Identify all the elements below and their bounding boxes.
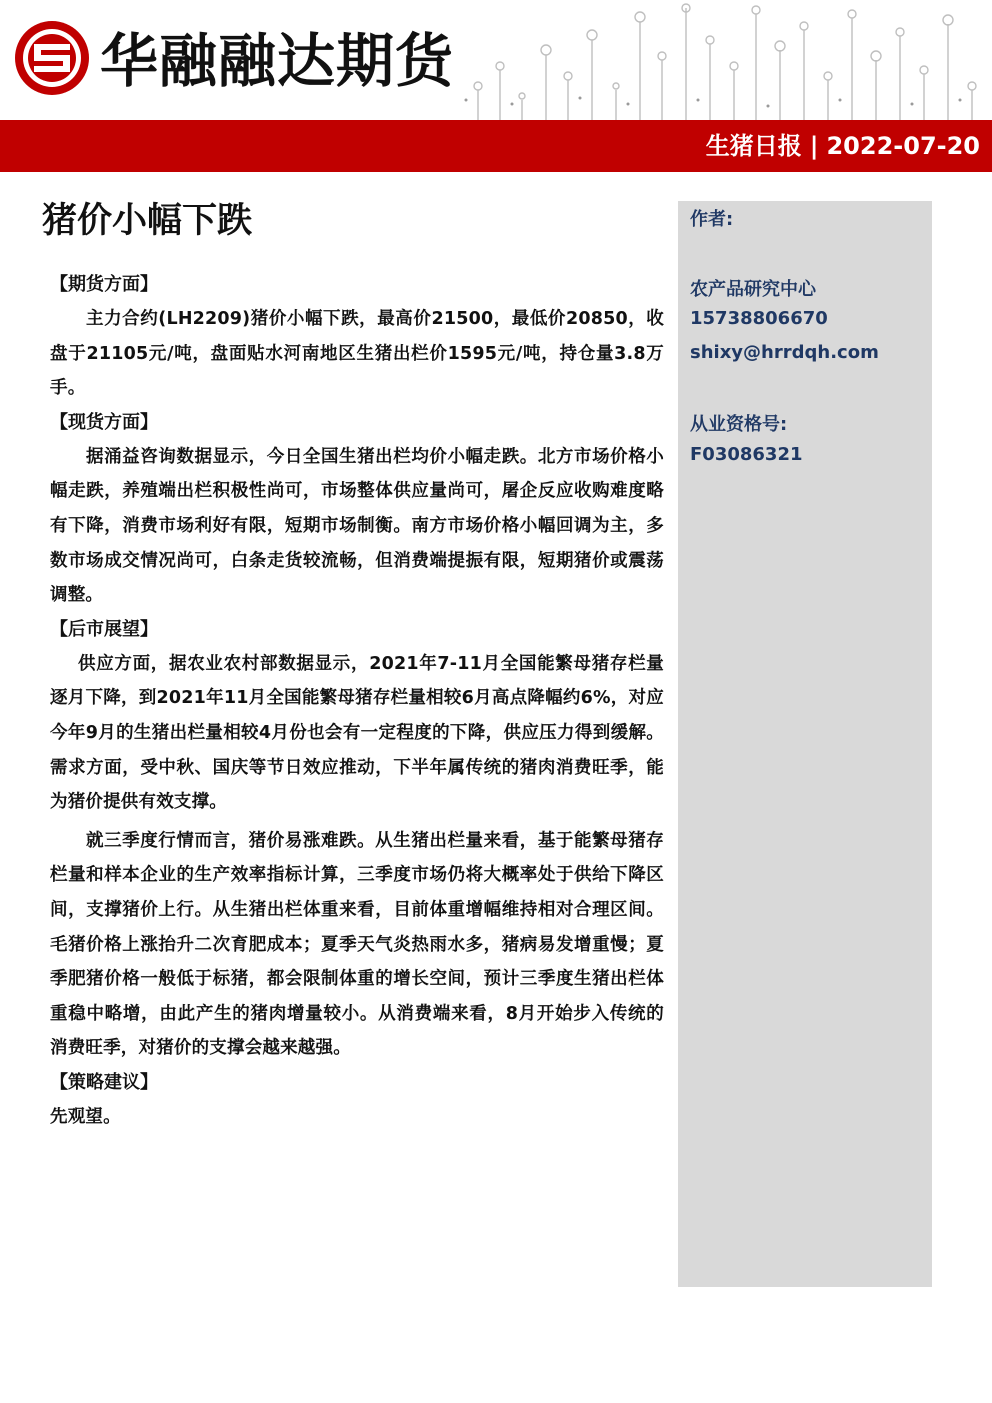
section-heading-futures: 【期货方面】	[50, 274, 158, 295]
article-body	[42, 196, 664, 1134]
license-number: F03086321	[690, 444, 803, 465]
futures-paragraph: 主力合约(LH2209)猪价小幅下跌，最高价21500，最低价20850，收盘于21105元/吨，盘面贴水河南地区生猪出栏价1595元/吨，持仓量3.8万手。	[50, 309, 664, 399]
author-sidebar	[678, 201, 932, 1287]
strategy-paragraph: 先观望。	[50, 1106, 121, 1127]
outlook-paragraph-1: 供应方面，据农业农村部数据显示，2021年7-11月全国能繁母猪存栏量逐月下降，到2021年11月全国能繁母猪存栏量相较6月高点降幅约6%，对应今年9月的生猪出栏量相较4月份也会有一定程度的下降，供应压力得到缓解。需求方面，受中秋、国庆等节日效应推动，下半年属传统的猪肉消费旺季，能为猪价提供有效支撑。	[50, 653, 664, 813]
section-heading-outlook: 【后市展望】	[50, 618, 158, 640]
outlook-paragraph-2: 就三季度行情而言，猪价易涨难跌。从生猪出栏量来看，基于能繁母猪存栏量和样本企业的生产效率指标计算，三季度市场仍将大概率处于供给下降区间，支撑猪价上行。从生猪出栏体重来看，目前体重增幅维持相对合理区间。毛猪价格上涨抬升二次育肥成本；夏季天气炎热雨水多，猪病易发增重慢；夏季肥猪价格一般低于标猪，都会限制体重的增长空间，预计三季度生猪出栏体重稳中略增，由此产生的猪肉增量较小。从消费端来看，8月开始步入传统的消费旺季，对猪价的支撑会越来越强。	[50, 830, 664, 1059]
author-label: 作者:	[690, 209, 734, 230]
section-heading-spot: 【现货方面】	[50, 411, 158, 433]
author-department: 农产品研究中心	[690, 279, 816, 300]
license-label: 从业资格号:	[690, 414, 788, 435]
article-title: 猪价小幅下跌	[42, 201, 253, 241]
brand-name: 华融融达期货	[100, 27, 455, 95]
author-phone: 15738806670	[690, 308, 828, 329]
section-heading-strategy: 【策略建议】	[50, 1071, 158, 1093]
report-header	[0, 0, 992, 172]
report-separator: |	[809, 132, 819, 160]
report-tag	[706, 131, 980, 161]
report-type: 生猪日报	[705, 132, 802, 160]
author-email: shixy@hrrdqh.com	[690, 342, 879, 363]
spot-paragraph: 据涌益咨询数据显示，今日全国生猪出栏均价小幅走跌。北方市场价格小幅走跌，养殖端出栏积极性尚可，市场整体供应量尚可，屠企反应收购难度略有下降，消费市场利好有限，短期市场制衡。南方市场价格小幅回调为主，多数市场成交情况尚可，白条走货较流畅，但消费端提振有限，短期猪价或震荡调整。	[50, 446, 664, 606]
report-date: 2022-07-20	[826, 132, 980, 160]
header-decoration	[456, 0, 992, 120]
company-logo-icon	[12, 18, 92, 98]
